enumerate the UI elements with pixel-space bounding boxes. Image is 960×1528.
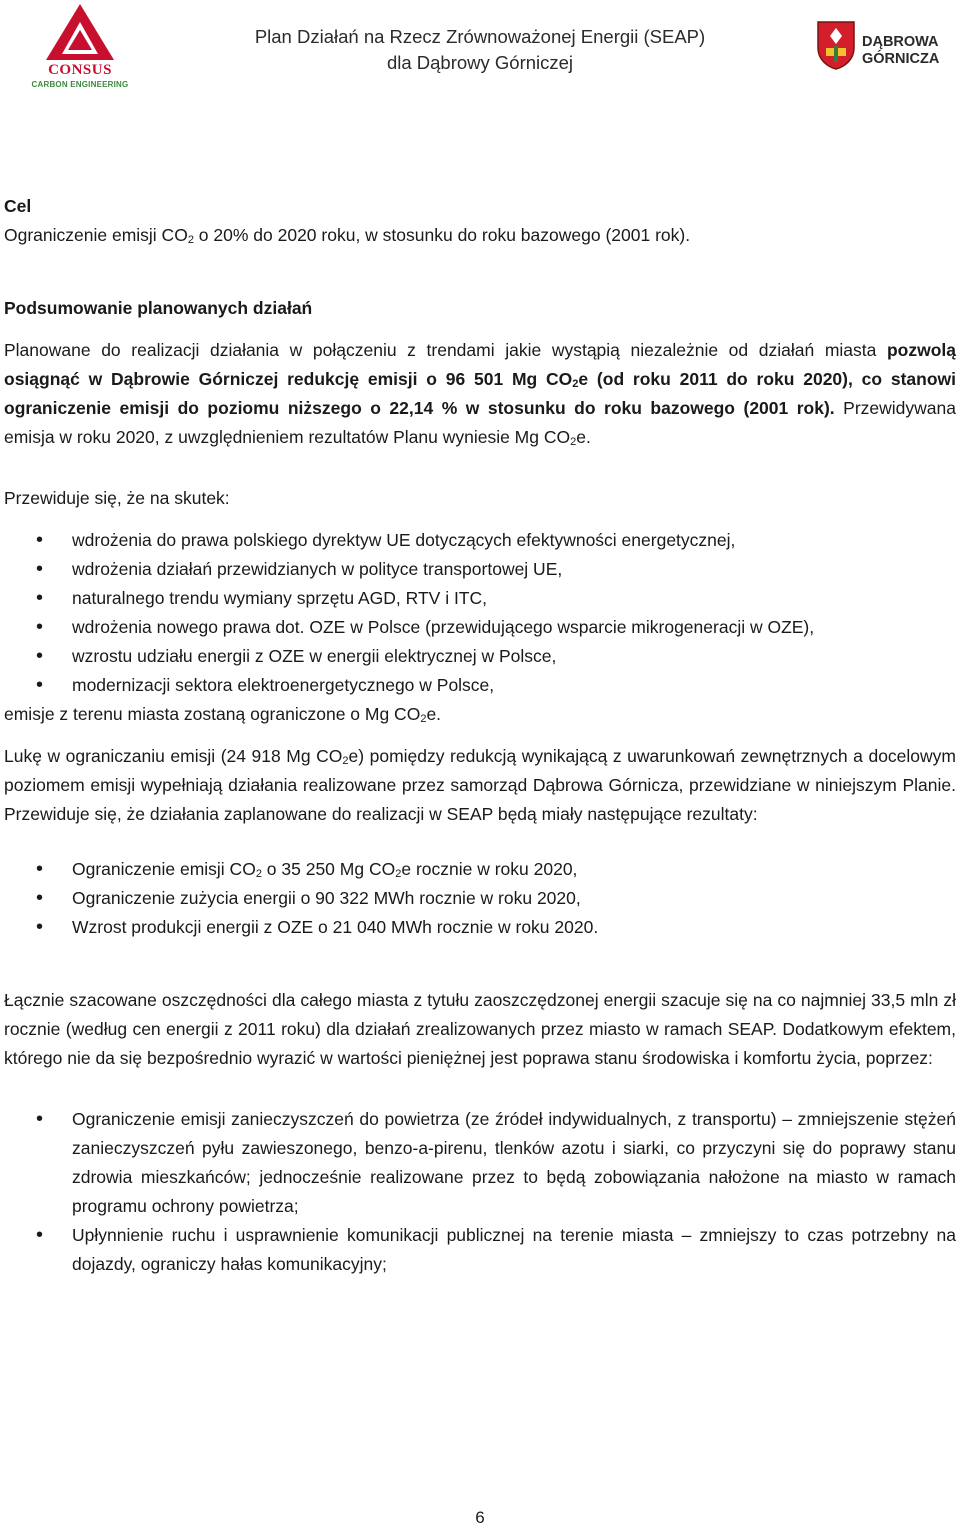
consus-tagline: CARBON ENGINEERING (31, 80, 129, 89)
list-item: • Ograniczenie emisji zanieczyszczeń do powietrza (ze źródeł indywidualnych, z transportu) – zmniejszenie stężeń zanieczyszczeń pyłu zawieszonego, benzo-a-pirenu, tlenków azotu i siarki, co przyczyni się do poprawy stanu zdrowia mieszkańców; jednocześnie realizowane przez to będą zobowiązania nałożone na miasto w ramach programu ochrony powietrza; (4, 1105, 956, 1221)
goal-heading: Cel (4, 196, 32, 216)
forecast-intro: Przewiduje się, że na skutek: (4, 488, 230, 508)
list-item: • naturalnego trendu wymiany sprzętu AGD, RTV i ITC, (4, 584, 956, 613)
header-title-line2: dla Dąbrowy Górniczej (386, 52, 574, 73)
consus-name: CONSUS (48, 62, 112, 78)
list-item: • wdrożenia nowego prawa dot. OZE w Polsce (przewidującego wsparcie mikrogeneracji w OZE), (4, 613, 956, 642)
results-list (4, 855, 956, 942)
summary-paragraph: Planowane do realizacji działania w połączeniu z trendami jakie wystąpią niezależnie od działań miasta pozwolą osiągnąć w Dąbrowie Górniczej redukcję emisji o 96 501 Mg $CO_2e$ (od roku 2011 do roku 2020), co stanowi ograniczenie emisji do poziomu niższego o 22,14 % w stosunku do roku bazowego (2001 rok). Przewidywana emisja w roku 2020, z uwzględnieniem rezultatów Planu wyniesie Mg $CO_2e$. (4, 340, 956, 448)
summary-heading: Podsumowanie planowanych działań (4, 298, 313, 318)
list-item: • wdrożenia do prawa polskiego dyrektyw UE dotyczących efektywności energetycznej, (4, 526, 956, 555)
list-item: • Ograniczenie zużycia energii o 90 322 MWh rocznie w roku 2020, (4, 884, 956, 913)
dabrowa-logo-line1: DĄBROWA (862, 34, 939, 50)
page-number: 6 (475, 1508, 485, 1527)
header-title-line1: Plan Działań na Rzecz Zrównoważonej Energii (SEAP) (254, 26, 706, 47)
list-item: • wzrostu udziału energii z OZE w energii elektrycznej w Polsce, (4, 642, 956, 671)
goal-text: Ograniczenie emisji $CO_2$ o 20% do 2020 roku, w stosunku do roku bazowego (2001 rok). (4, 225, 691, 246)
page-header (0, 0, 960, 100)
savings-paragraph: Łącznie szacowane oszczędności dla całego miasta z tytułu zaoszczędzonej energii szacuje się na co najmniej 33,5 mln zł rocznie (według cen energii z 2011 roku) dla działań zrealizowanych przez miasto w ramach SEAP. Dodatkowym efektem, którego nie da się bezpośrednio wyrazić w wartości pieniężnej jest poprawa stanu środowiska i komfortu życia, poprzez: (4, 990, 956, 1068)
forecast-list (4, 526, 956, 700)
gap-paragraph: Lukę w ograniczaniu emisji (24 918 Mg $CO_2e$) pomiędzy redukcją wynikającą z uwarunkowań zewnętrznych a docelowym poziomem emisji wypełniają działania realizowane przez samorząd Dąbrowa Górnicza, przewidziane w niniejszym Planie. Przewiduje się, że działania zaplanowane do realizacji w SEAP będą miały następujące rezultaty: (4, 746, 956, 824)
consus-triangle-logo-icon (46, 4, 114, 62)
list-item: • Ograniczenie emisji $CO_2$ o 35 250 Mg $CO_2e$ rocznie w roku 2020, (4, 855, 956, 884)
list-item: • Upłynnienie ruchu i usprawnienie komunikacji publicznej na terenie miasta – zmniejszy to czas potrzebny na dojazdy, ograniczy hałas komunikacyjny; (4, 1221, 956, 1279)
dabrowa-logo-line2: GÓRNICZA (862, 51, 940, 67)
dabrowa-gornicza-logo (816, 18, 956, 80)
document-body (4, 192, 956, 1279)
benefits-list (4, 1105, 956, 1279)
dabrowa-gornicza-crest-icon (816, 20, 856, 70)
list-item: • Wzrost produkcji energii z OZE o 21 040 MWh rocznie w roku 2020. (4, 913, 956, 942)
list-item: • wdrożenia działań przewidzianych w polityce transportowej UE, (4, 555, 956, 584)
forecast-outro: emisje z terenu miasta zostaną ograniczone o Mg $CO_2e$. (4, 704, 442, 725)
list-item: • modernizacji sektora elektroenergetycznego w Polsce, (4, 671, 956, 700)
consus-logo (24, 4, 136, 92)
